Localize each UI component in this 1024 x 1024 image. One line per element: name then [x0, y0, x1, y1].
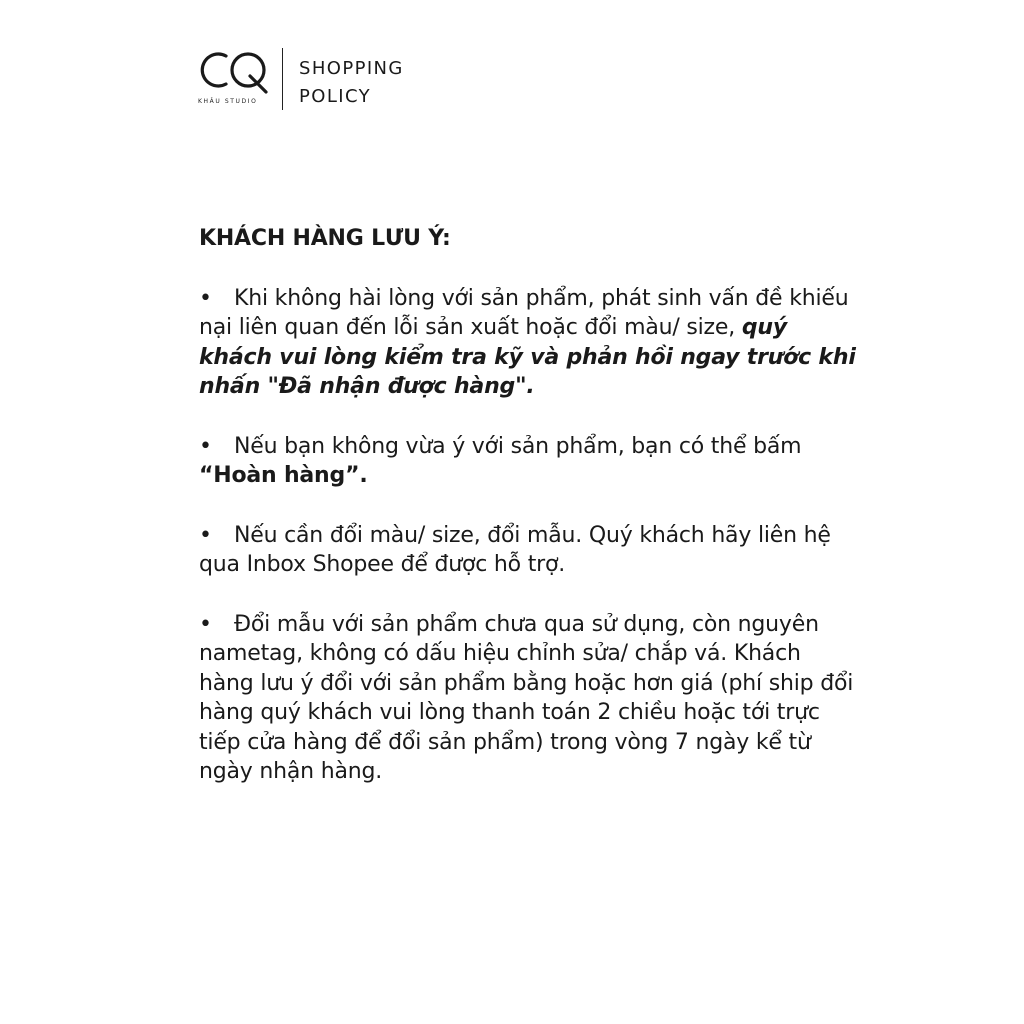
policy-item — [199, 432, 859, 491]
policy-content — [199, 224, 859, 817]
policy-item-text: Khi không hài lòng với sản phẩm, phát sinh vấn đề khiếu nại liên quan đến lỗi sản xuất hoặc đổi màu/ size, — [199, 285, 849, 340]
page-title-line-1: SHOPPING — [299, 58, 404, 79]
logo-subtitle: KHÂU STUDIO — [198, 98, 258, 105]
brand-logo — [196, 46, 270, 108]
policy-heading: KHÁCH HÀNG LƯU Ý: — [199, 226, 451, 251]
policy-item-emphasis: “Hoàn hàng”. — [199, 463, 368, 488]
page-title — [299, 55, 404, 111]
policy-item-emphasis: quý khách vui lòng kiểm tra kỹ và phản hồi ngay trước khi nhấn "Đã nhận được hàng". — [199, 315, 856, 399]
bullet-icon: • — [199, 433, 212, 459]
cq-logo-mark — [196, 46, 270, 96]
bullet-icon: • — [199, 285, 212, 311]
page-header — [196, 46, 404, 112]
bullet-icon: • — [199, 611, 212, 637]
policy-item-text: Nếu cần đổi màu/ size, đổi mẫu. Quý khách hãy liên hệ qua Inbox Shopee để được hỗ trợ. — [199, 522, 831, 577]
page-title-line-2: POLICY — [299, 86, 372, 107]
policy-item-text: Đổi mẫu với sản phẩm chưa qua sử dụng, còn nguyên nametag, không có dấu hiệu chỉnh sửa/ chắp vá. Khách hàng lưu ý đổi với sản phẩm bằng hoặc hơn giá (phí ship đổi hàng quý khách vui lòng thanh toán 2 chiều hoặc tới trực tiếp cửa hàng để đổi sản phẩm) trong vòng 7 ngày kể từ ngày nhận hàng. — [199, 611, 854, 784]
policy-item-text: Nếu bạn không vừa ý với sản phẩm, bạn có thể bấm — [234, 433, 802, 459]
bullet-icon: • — [199, 522, 212, 548]
header-divider — [282, 48, 283, 110]
policy-item — [199, 521, 859, 580]
policy-item — [199, 610, 859, 787]
policy-item — [199, 284, 859, 402]
